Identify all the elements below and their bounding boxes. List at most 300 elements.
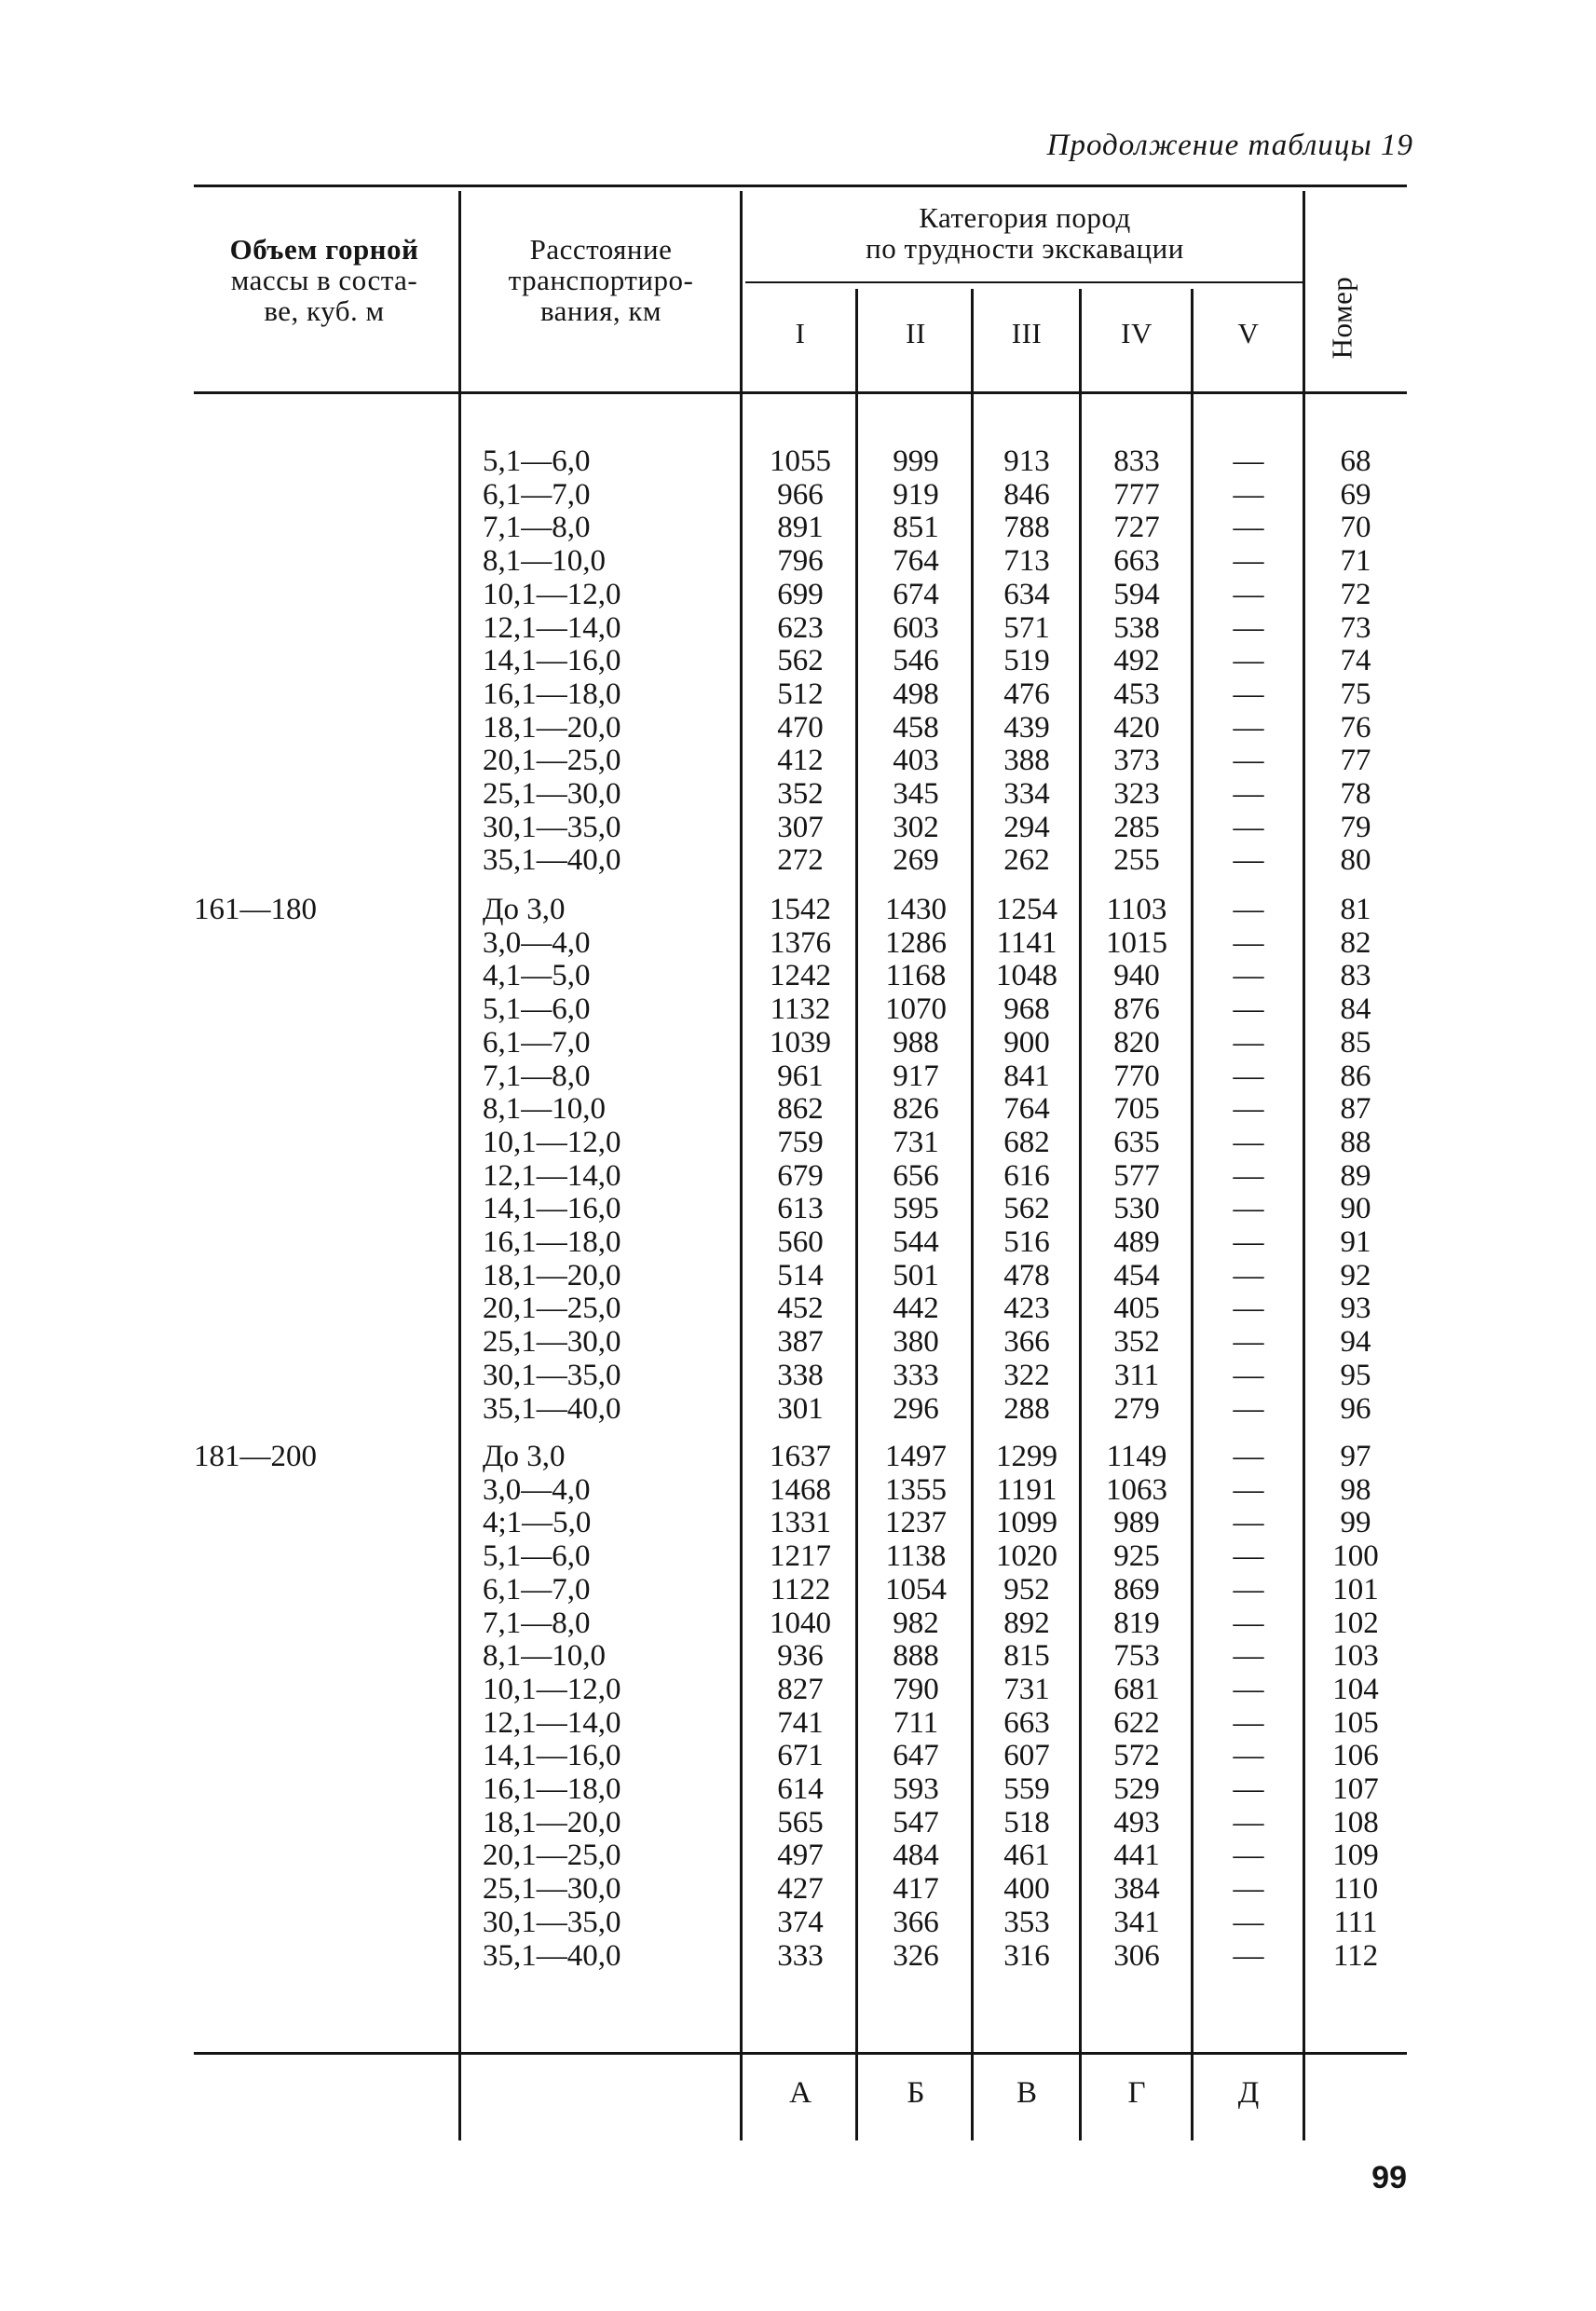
category-3-value: 476 xyxy=(1003,677,1050,711)
header-distance-line-1: Расстояние xyxy=(529,233,673,266)
category-5-value: — xyxy=(1233,1607,1264,1640)
table-bottom-rule xyxy=(194,2052,1407,2055)
header-volume-line-3: ве, куб. м xyxy=(264,294,385,327)
category-1-value: 1122 xyxy=(770,1573,831,1607)
distance-cell: 30,1—35,0 xyxy=(483,1906,621,1939)
category-4-value: 727 xyxy=(1113,511,1160,544)
category-5-value: — xyxy=(1233,1192,1264,1225)
category-4-value: 311 xyxy=(1113,1359,1160,1392)
category-3-value: 400 xyxy=(1003,1872,1050,1906)
category-3-value: 1299 xyxy=(996,1440,1057,1473)
row-number: 85 xyxy=(1340,1026,1371,1060)
distance-cell: 18,1—20,0 xyxy=(483,711,621,745)
category-4-value: 384 xyxy=(1113,1872,1160,1906)
row-number: 96 xyxy=(1340,1392,1371,1426)
category-3-value: 353 xyxy=(1003,1906,1050,1939)
category-3-value: 518 xyxy=(1003,1806,1050,1839)
category-3-value: 294 xyxy=(1003,811,1050,844)
header-volume-line-2: массы в соста- xyxy=(230,263,418,296)
category-5-value: — xyxy=(1233,1939,1264,1973)
category-5-value: — xyxy=(1233,1292,1264,1325)
header-number xyxy=(1321,257,1364,378)
category-3-value: 968 xyxy=(1003,992,1050,1026)
category-4-value: 989 xyxy=(1113,1506,1160,1539)
category-5-value: — xyxy=(1233,744,1264,777)
distance-cell: 20,1—25,0 xyxy=(483,744,621,777)
category-5-value: — xyxy=(1233,1225,1264,1259)
category-1-value: 412 xyxy=(777,744,824,777)
distance-cell: 35,1—40,0 xyxy=(483,1939,621,1973)
category-4-value: 876 xyxy=(1113,992,1160,1026)
row-number: 70 xyxy=(1340,511,1371,544)
category-2-value: 326 xyxy=(893,1939,939,1973)
distance-cell: 16,1—18,0 xyxy=(483,677,621,711)
category-4-value: 1149 xyxy=(1106,1440,1167,1473)
category-1-value: 796 xyxy=(777,544,824,578)
category-2-value: 982 xyxy=(893,1607,939,1640)
category-1-value: 497 xyxy=(777,1839,824,1872)
category-4-value: 1015 xyxy=(1106,926,1167,960)
category-3-value: 952 xyxy=(1003,1573,1050,1607)
row-number: 92 xyxy=(1340,1259,1371,1292)
category-3-value: 366 xyxy=(1003,1325,1050,1359)
category-5-value: — xyxy=(1233,1259,1264,1292)
page-number: 99 xyxy=(1371,2160,1407,2195)
category-3-value: 713 xyxy=(1003,544,1050,578)
category-3-value: 288 xyxy=(1003,1392,1050,1426)
footer-letter-G: Г xyxy=(1127,2076,1146,2110)
category-1-value: 862 xyxy=(777,1092,824,1126)
category-3-value: 607 xyxy=(1003,1739,1050,1772)
category-4-value: 492 xyxy=(1113,644,1160,677)
category-5-value: — xyxy=(1233,1506,1264,1539)
category-3-value: 616 xyxy=(1003,1159,1050,1193)
category-4-value: 323 xyxy=(1113,777,1160,811)
row-number: 80 xyxy=(1340,843,1371,877)
row-number: 68 xyxy=(1340,444,1371,478)
category-5-value: — xyxy=(1233,1473,1264,1507)
row-number: 75 xyxy=(1340,677,1371,711)
category-4-value: 341 xyxy=(1113,1906,1160,1939)
category-1-value: 936 xyxy=(777,1639,824,1673)
category-1-value: 565 xyxy=(777,1806,824,1839)
category-4-value: 940 xyxy=(1113,959,1160,992)
category-1-value: 891 xyxy=(777,511,824,544)
category-5-value: — xyxy=(1233,1126,1264,1159)
category-5-value: — xyxy=(1233,711,1264,745)
category-2-value: 1430 xyxy=(885,893,947,926)
distance-cell: 6,1—7,0 xyxy=(483,1573,591,1607)
category-3-value: 1141 xyxy=(996,926,1057,960)
category-4-value: 1063 xyxy=(1106,1473,1167,1507)
distance-cell: 3,0—4,0 xyxy=(483,926,591,960)
category-1-value: 333 xyxy=(777,1939,824,1973)
footer-letter-A: А xyxy=(789,2076,812,2110)
category-4-value: 306 xyxy=(1113,1939,1160,1973)
category-4-value: 777 xyxy=(1113,478,1160,512)
category-2-value: 417 xyxy=(893,1872,939,1906)
distance-cell: 6,1—7,0 xyxy=(483,1026,591,1060)
category-2-value: 764 xyxy=(893,544,939,578)
row-number: 88 xyxy=(1340,1126,1371,1159)
distance-cell: 20,1—25,0 xyxy=(483,1292,621,1325)
distance-cell: 10,1—12,0 xyxy=(483,1126,621,1159)
header-volume-line-1: Объем горной xyxy=(229,233,419,266)
distance-cell: 12,1—14,0 xyxy=(483,1706,621,1740)
category-3-value: 1020 xyxy=(996,1539,1057,1573)
category-1-value: 827 xyxy=(777,1673,824,1706)
category-2-value: 711 xyxy=(893,1706,939,1740)
category-3-value: 788 xyxy=(1003,511,1050,544)
distance-cell: 8,1—10,0 xyxy=(483,1639,606,1673)
row-number: 81 xyxy=(1340,893,1371,926)
distance-cell: 25,1—30,0 xyxy=(483,1872,621,1906)
category-2-value: 302 xyxy=(893,811,939,844)
category-5-value: — xyxy=(1233,1440,1264,1473)
category-2-value: 403 xyxy=(893,744,939,777)
category-5-value: — xyxy=(1233,677,1264,711)
category-4-value: 493 xyxy=(1113,1806,1160,1839)
row-number: 89 xyxy=(1340,1159,1371,1193)
category-3-value: 423 xyxy=(1003,1292,1050,1325)
header-category-line-2: по трудности экскавации xyxy=(866,231,1184,265)
row-number: 95 xyxy=(1340,1359,1371,1392)
distance-cell: 10,1—12,0 xyxy=(483,1673,621,1706)
category-4-value: 833 xyxy=(1113,444,1160,478)
row-number: 84 xyxy=(1340,992,1371,1026)
category-4-value: 538 xyxy=(1113,611,1160,645)
row-number: 104 xyxy=(1332,1673,1379,1706)
category-2-value: 988 xyxy=(893,1026,939,1060)
category-4-value: 373 xyxy=(1113,744,1160,777)
category-5-value: — xyxy=(1233,1839,1264,1872)
distance-cell: 4;1—5,0 xyxy=(483,1506,592,1539)
distance-cell: 18,1—20,0 xyxy=(483,1806,621,1839)
category-2-value: 647 xyxy=(893,1739,939,1772)
category-4-value: 635 xyxy=(1113,1126,1160,1159)
category-2-value: 269 xyxy=(893,843,939,877)
category-3-value: 841 xyxy=(1003,1060,1050,1093)
row-number: 93 xyxy=(1340,1292,1371,1325)
distance-cell: 5,1—6,0 xyxy=(483,1539,591,1573)
category-2-value: 656 xyxy=(893,1159,939,1193)
category-5-value: — xyxy=(1233,1539,1264,1573)
row-number: 107 xyxy=(1332,1772,1379,1806)
category-1-value: 1132 xyxy=(770,992,831,1026)
distance-cell: 18,1—20,0 xyxy=(483,1259,621,1292)
row-number: 109 xyxy=(1332,1839,1379,1872)
category-4-value: 770 xyxy=(1113,1060,1160,1093)
category-2-value: 593 xyxy=(893,1772,939,1806)
category-1-value: 614 xyxy=(777,1772,824,1806)
category-5-value: — xyxy=(1233,1159,1264,1193)
distance-cell: До 3,0 xyxy=(483,893,566,926)
category-5-value: — xyxy=(1233,1673,1264,1706)
row-number: 99 xyxy=(1340,1506,1371,1539)
category-4-value: 819 xyxy=(1113,1607,1160,1640)
category-4-value: 869 xyxy=(1113,1573,1160,1607)
row-number: 103 xyxy=(1332,1639,1379,1673)
header-distance-line-2: транспортиро- xyxy=(508,263,694,296)
distance-cell: 10,1—12,0 xyxy=(483,578,621,611)
category-2-value: 674 xyxy=(893,578,939,611)
category-3-value: 322 xyxy=(1003,1359,1050,1392)
category-1-value: 338 xyxy=(777,1359,824,1392)
category-2-value: 458 xyxy=(893,711,939,745)
category-2-value: 1355 xyxy=(885,1473,947,1507)
category-2-value: 1237 xyxy=(885,1506,947,1539)
distance-cell: 3,0—4,0 xyxy=(483,1473,591,1507)
distance-cell: 16,1—18,0 xyxy=(483,1772,621,1806)
category-2-value: 345 xyxy=(893,777,939,811)
distance-cell: 5,1—6,0 xyxy=(483,992,591,1026)
row-number: 83 xyxy=(1340,959,1371,992)
category-4-value: 622 xyxy=(1113,1706,1160,1740)
category-4-value: 420 xyxy=(1113,711,1160,745)
category-4-value: 285 xyxy=(1113,811,1160,844)
category-5-value: — xyxy=(1233,1706,1264,1740)
category-2-value: 999 xyxy=(893,444,939,478)
category-4-value: 454 xyxy=(1113,1259,1160,1292)
header-roman-III: III xyxy=(1011,317,1043,349)
category-2-value: 366 xyxy=(893,1906,939,1939)
category-2-value: 547 xyxy=(893,1806,939,1839)
category-4-value: 572 xyxy=(1113,1739,1160,1772)
category-5-value: — xyxy=(1233,1060,1264,1093)
category-5-value: — xyxy=(1233,1806,1264,1839)
row-number: 111 xyxy=(1333,1906,1378,1939)
distance-cell: До 3,0 xyxy=(483,1440,566,1473)
category-1-value: 1039 xyxy=(770,1026,831,1060)
category-5-value: — xyxy=(1233,1739,1264,1772)
header-category-line-1: Категория пород xyxy=(919,201,1131,234)
distance-cell: 8,1—10,0 xyxy=(483,1092,606,1126)
category-3-value: 1048 xyxy=(996,959,1057,992)
row-number: 106 xyxy=(1332,1739,1379,1772)
header-roman-V: V xyxy=(1237,317,1260,349)
volume-group-label: 161—180 xyxy=(194,893,317,926)
category-2-value: 1286 xyxy=(885,926,947,960)
category-1-value: 1055 xyxy=(770,444,831,478)
col-divider-cat4-cat5 xyxy=(1191,289,1194,2140)
category-5-value: — xyxy=(1233,478,1264,512)
category-2-value: 595 xyxy=(893,1192,939,1225)
category-2-value: 296 xyxy=(893,1392,939,1426)
volume-group-label: 181—200 xyxy=(194,1440,317,1473)
row-number: 90 xyxy=(1340,1192,1371,1225)
category-1-value: 1040 xyxy=(770,1607,831,1640)
row-number: 77 xyxy=(1340,744,1371,777)
row-number: 76 xyxy=(1340,711,1371,745)
col-divider-cat3-cat4 xyxy=(1079,289,1082,2140)
category-4-value: 441 xyxy=(1113,1839,1160,1872)
category-3-value: 334 xyxy=(1003,777,1050,811)
category-5-value: — xyxy=(1233,1092,1264,1126)
distance-cell: 16,1—18,0 xyxy=(483,1225,621,1259)
row-number: 105 xyxy=(1332,1706,1379,1740)
row-number: 72 xyxy=(1340,578,1371,611)
distance-cell: 25,1—30,0 xyxy=(483,777,621,811)
category-5-value: — xyxy=(1233,843,1264,877)
category-1-value: 427 xyxy=(777,1872,824,1906)
distance-cell: 14,1—16,0 xyxy=(483,1739,621,1772)
category-5-value: — xyxy=(1233,1906,1264,1939)
category-1-value: 470 xyxy=(777,711,824,745)
category-2-value: 380 xyxy=(893,1325,939,1359)
category-3-value: 571 xyxy=(1003,611,1050,645)
category-1-value: 1637 xyxy=(770,1440,831,1473)
row-number: 91 xyxy=(1340,1225,1371,1259)
category-1-value: 301 xyxy=(777,1392,824,1426)
distance-cell: 14,1—16,0 xyxy=(483,644,621,677)
category-1-value: 514 xyxy=(777,1259,824,1292)
category-3-value: 892 xyxy=(1003,1607,1050,1640)
category-5-value: — xyxy=(1233,544,1264,578)
category-4-value: 663 xyxy=(1113,544,1160,578)
category-5-value: — xyxy=(1233,578,1264,611)
col-divider-distance-cat1 xyxy=(740,191,743,2140)
distance-cell: 7,1—8,0 xyxy=(483,1060,591,1093)
category-2-value: 919 xyxy=(893,478,939,512)
category-3-value: 461 xyxy=(1003,1839,1050,1872)
category-3-value: 562 xyxy=(1003,1192,1050,1225)
distance-cell: 20,1—25,0 xyxy=(483,1839,621,1872)
category-1-value: 671 xyxy=(777,1739,824,1772)
category-3-value: 316 xyxy=(1003,1939,1050,1973)
category-3-value: 516 xyxy=(1003,1225,1050,1259)
category-5-value: — xyxy=(1233,1026,1264,1060)
category-1-value: 741 xyxy=(777,1706,824,1740)
category-1-value: 613 xyxy=(777,1192,824,1225)
category-2-value: 851 xyxy=(893,511,939,544)
category-4-value: 705 xyxy=(1113,1092,1160,1126)
distance-cell: 8,1—10,0 xyxy=(483,544,606,578)
category-2-value: 442 xyxy=(893,1292,939,1325)
continuation-title: Продолжение таблицы 19 xyxy=(1046,129,1413,162)
category-5-value: — xyxy=(1233,1872,1264,1906)
category-2-value: 826 xyxy=(893,1092,939,1126)
category-5-value: — xyxy=(1233,1772,1264,1806)
category-3-value: 900 xyxy=(1003,1026,1050,1060)
distance-cell: 25,1—30,0 xyxy=(483,1325,621,1359)
category-2-value: 1497 xyxy=(885,1440,947,1473)
category-1-value: 1542 xyxy=(770,893,831,926)
category-5-value: — xyxy=(1233,959,1264,992)
category-4-value: 255 xyxy=(1113,843,1160,877)
category-1-value: 679 xyxy=(777,1159,824,1193)
row-number: 102 xyxy=(1332,1607,1379,1640)
distance-cell: 12,1—14,0 xyxy=(483,611,621,645)
category-1-value: 374 xyxy=(777,1906,824,1939)
category-2-value: 603 xyxy=(893,611,939,645)
category-2-value: 333 xyxy=(893,1359,939,1392)
category-5-value: — xyxy=(1233,926,1264,960)
category-2-value: 484 xyxy=(893,1839,939,1872)
header-roman-I: I xyxy=(795,317,806,349)
category-1-value: 452 xyxy=(777,1292,824,1325)
distance-cell: 30,1—35,0 xyxy=(483,1359,621,1392)
category-3-value: 478 xyxy=(1003,1259,1050,1292)
row-number: 94 xyxy=(1340,1325,1371,1359)
category-3-value: 559 xyxy=(1003,1772,1050,1806)
category-2-value: 917 xyxy=(893,1060,939,1093)
header-category xyxy=(745,203,1304,265)
category-1-value: 1217 xyxy=(770,1539,831,1573)
category-2-value: 1168 xyxy=(885,959,947,992)
category-2-value: 498 xyxy=(893,677,939,711)
category-2-value: 731 xyxy=(893,1126,939,1159)
header-volume xyxy=(194,235,455,327)
category-3-value: 815 xyxy=(1003,1639,1050,1673)
category-2-value: 888 xyxy=(893,1639,939,1673)
row-number: 86 xyxy=(1340,1060,1371,1093)
category-5-value: — xyxy=(1233,444,1264,478)
row-number: 97 xyxy=(1340,1440,1371,1473)
category-1-value: 699 xyxy=(777,578,824,611)
category-3-value: 764 xyxy=(1003,1092,1050,1126)
category-5-value: — xyxy=(1233,1639,1264,1673)
distance-cell: 14,1—16,0 xyxy=(483,1192,621,1225)
category-4-value: 530 xyxy=(1113,1192,1160,1225)
category-4-value: 820 xyxy=(1113,1026,1160,1060)
category-subheader-rule xyxy=(745,281,1304,283)
category-4-value: 352 xyxy=(1113,1325,1160,1359)
category-5-value: — xyxy=(1233,1392,1264,1426)
row-number: 100 xyxy=(1332,1539,1379,1573)
category-3-value: 1254 xyxy=(996,893,1057,926)
category-2-value: 544 xyxy=(893,1225,939,1259)
category-3-value: 913 xyxy=(1003,444,1050,478)
header-distance xyxy=(466,235,736,327)
header-bottom-rule xyxy=(194,391,1407,394)
category-2-value: 790 xyxy=(893,1673,939,1706)
category-3-value: 519 xyxy=(1003,644,1050,677)
category-4-value: 1103 xyxy=(1106,893,1167,926)
row-number: 73 xyxy=(1340,611,1371,645)
category-1-value: 560 xyxy=(777,1225,824,1259)
distance-cell: 6,1—7,0 xyxy=(483,478,591,512)
distance-cell: 30,1—35,0 xyxy=(483,811,621,844)
header-distance-line-3: вания, км xyxy=(539,294,662,327)
footer-letter-V: В xyxy=(1016,2076,1037,2110)
category-1-value: 387 xyxy=(777,1325,824,1359)
category-4-value: 489 xyxy=(1113,1225,1160,1259)
category-3-value: 262 xyxy=(1003,843,1050,877)
category-2-value: 1138 xyxy=(885,1539,947,1573)
category-3-value: 731 xyxy=(1003,1673,1050,1706)
category-5-value: — xyxy=(1233,611,1264,645)
row-number: 74 xyxy=(1340,644,1371,677)
category-3-value: 846 xyxy=(1003,478,1050,512)
category-1-value: 272 xyxy=(777,843,824,877)
category-1-value: 352 xyxy=(777,777,824,811)
category-4-value: 529 xyxy=(1113,1772,1160,1806)
row-number: 87 xyxy=(1340,1092,1371,1126)
category-4-value: 681 xyxy=(1113,1673,1160,1706)
distance-cell: 7,1—8,0 xyxy=(483,1607,591,1640)
category-2-value: 1054 xyxy=(885,1573,947,1607)
footer-letter-D: Д xyxy=(1237,2076,1260,2110)
header-roman-II: II xyxy=(906,317,926,349)
category-1-value: 623 xyxy=(777,611,824,645)
category-5-value: — xyxy=(1233,1573,1264,1607)
category-1-value: 966 xyxy=(777,478,824,512)
row-number: 101 xyxy=(1332,1573,1379,1607)
distance-cell: 4,1—5,0 xyxy=(483,959,591,992)
category-3-value: 1099 xyxy=(996,1506,1057,1539)
distance-cell: 35,1—40,0 xyxy=(483,1392,621,1426)
row-number: 78 xyxy=(1340,777,1371,811)
